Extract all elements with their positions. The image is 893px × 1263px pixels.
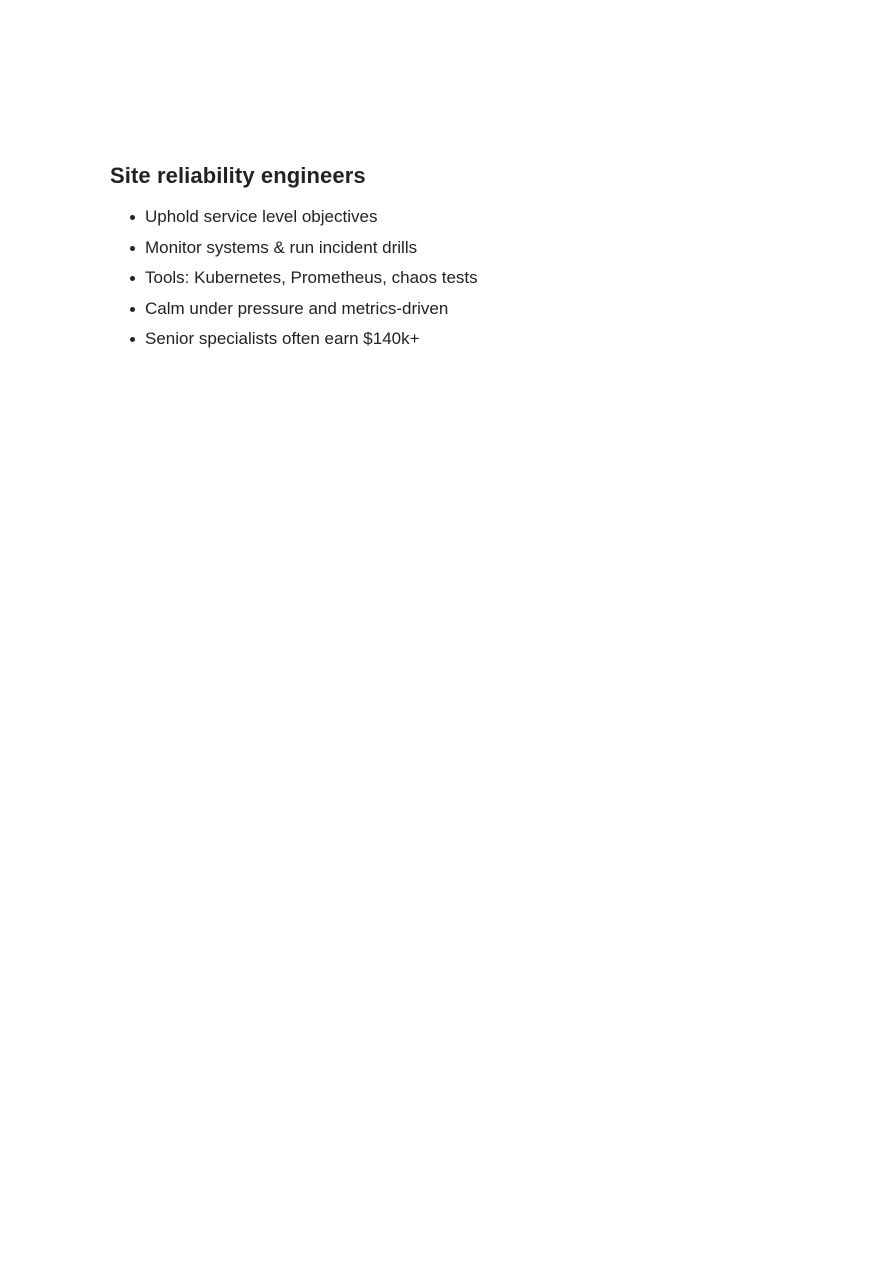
bullet-dot-icon — [130, 337, 135, 342]
bullet-text: Tools: Kubernetes, Prometheus, chaos tests — [145, 268, 478, 287]
bullet-text: Monitor systems & run incident drills — [145, 237, 418, 257]
bullet-text: Uphold service level objectives — [145, 207, 378, 226]
document-section — [110, 160, 810, 355]
bullet-item — [145, 263, 810, 294]
section-heading: Site reliability engineers — [110, 163, 366, 188]
bullet-text: Calm under pressure and metrics-driven — [145, 298, 449, 318]
bullet-item — [145, 233, 810, 264]
bullet-dot-icon — [130, 276, 135, 281]
bullet-list — [110, 202, 810, 355]
bullet-text: Senior specialists often earn $140k+ — [145, 329, 420, 348]
bullet-dot-icon — [130, 215, 135, 220]
bullet-dot-icon — [130, 246, 135, 251]
bullet-item — [145, 324, 810, 355]
bullet-item — [145, 294, 810, 325]
bullet-item — [145, 202, 810, 233]
bullet-dot-icon — [130, 307, 135, 312]
